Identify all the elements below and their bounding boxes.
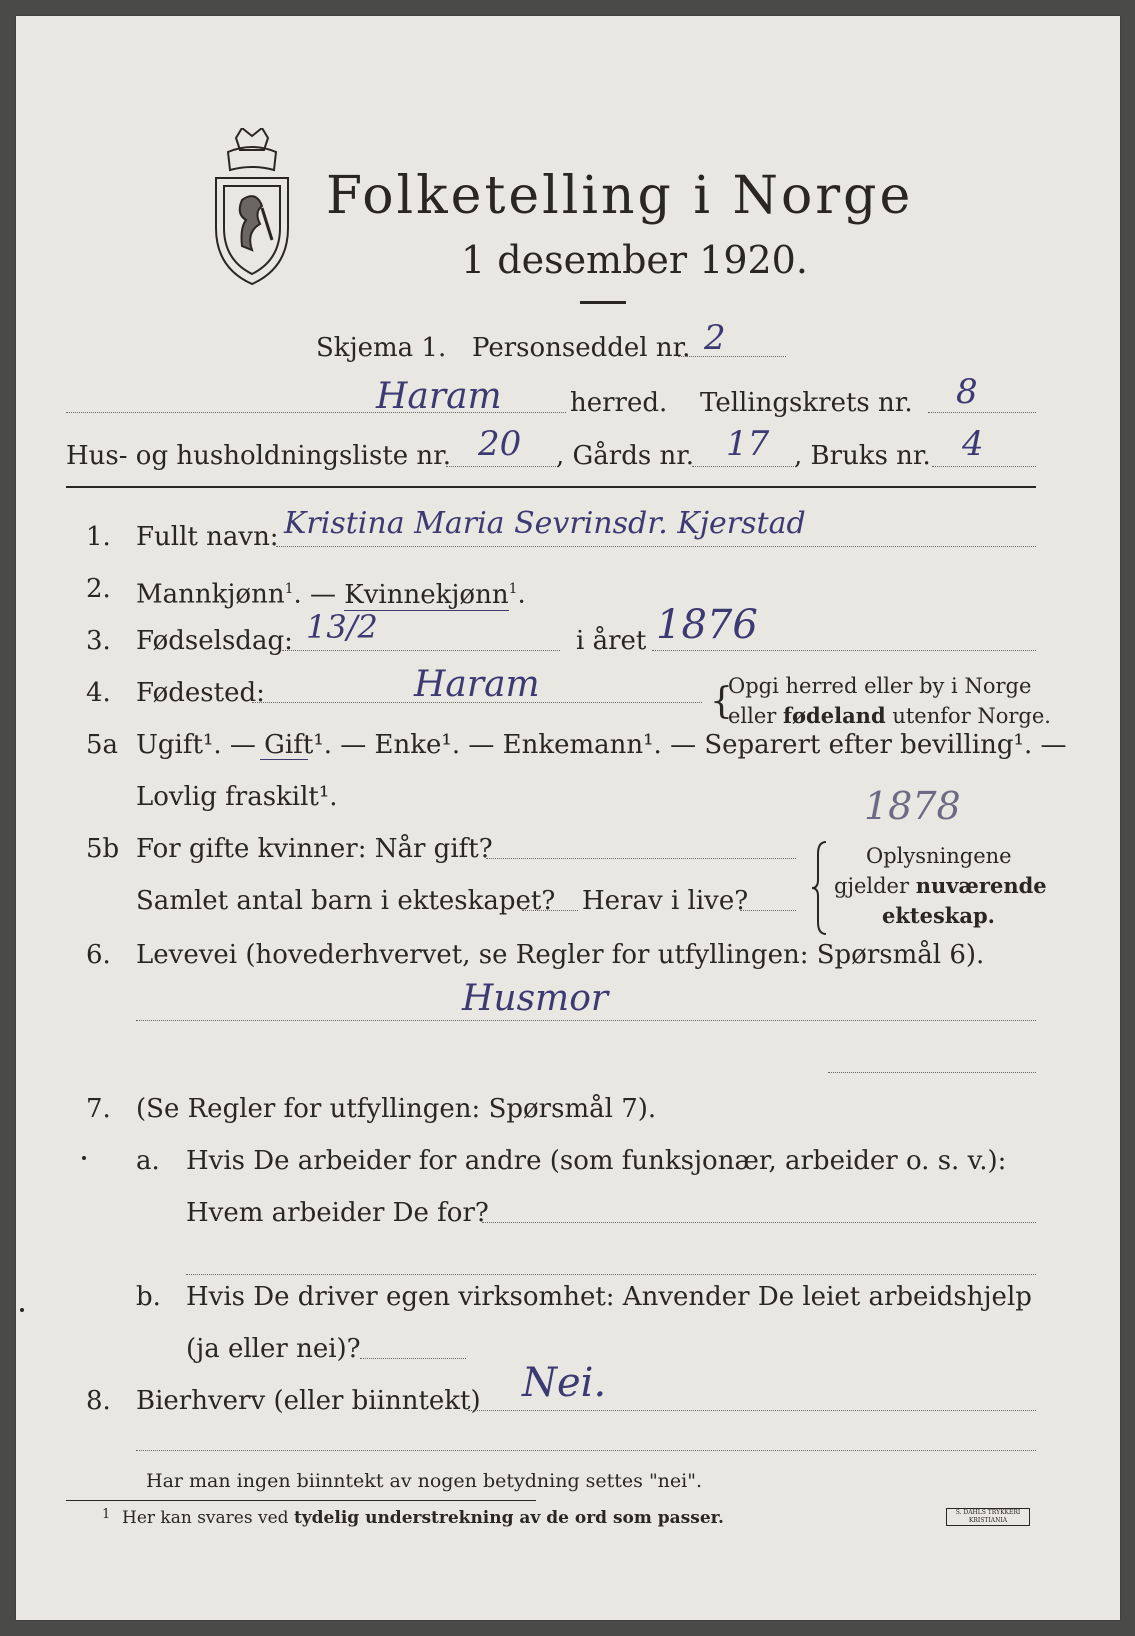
birth-year-value: 1876 — [656, 602, 758, 648]
employer-field[interactable] — [482, 1222, 1036, 1223]
footer-note: Har man ingen biinntekt av nogen betydning settes "nei". — [146, 1470, 703, 1492]
q8-number: 8. — [86, 1386, 111, 1416]
tellingskrets-label: Tellingskrets nr. — [700, 388, 913, 418]
q1-number: 1. — [86, 522, 111, 552]
male-option[interactable]: Mannkjønn — [136, 579, 285, 610]
bruks-field[interactable] — [932, 466, 1036, 467]
title-divider — [580, 301, 626, 304]
side-income-field-2[interactable] — [136, 1450, 1036, 1451]
gift-underline — [260, 759, 308, 760]
q3-label: Fødselsdag: — [136, 626, 293, 656]
birthplace-note-line2: eller fødeland utenfor Norge. — [728, 703, 1051, 728]
employer-field-2[interactable] — [186, 1274, 1036, 1275]
q5b-number: 5b — [86, 834, 120, 864]
q7a-line1: Hvis De arbeider for andre (som funksjonær, arbeider o. s. v.): — [186, 1146, 1007, 1176]
side-income-field[interactable] — [468, 1410, 1036, 1411]
q7b-letter: b. — [136, 1282, 161, 1312]
tellingskrets-value: 8 — [956, 372, 978, 412]
birth-year-field[interactable] — [652, 650, 1036, 651]
husliste-field[interactable] — [446, 466, 558, 467]
ink-dot — [20, 1308, 24, 1312]
children-field[interactable] — [522, 910, 578, 911]
q5b-alive-label: Herav i live? — [582, 886, 749, 916]
census-date: 1 desember 1920. — [461, 238, 808, 282]
q8-label: Bierhverv (eller biinntekt) — [136, 1386, 481, 1416]
gards-field[interactable] — [692, 466, 794, 467]
husliste-label: Hus- og husholdningsliste nr. — [66, 441, 452, 471]
q7a-line2: Hvem arbeider De for? — [186, 1198, 489, 1228]
bruks-label: , Bruks nr. — [794, 441, 931, 471]
occupation-value: Husmor — [462, 978, 609, 1019]
header-rule — [66, 486, 1036, 488]
alive-field[interactable] — [740, 910, 796, 911]
tellingskrets-field[interactable] — [928, 412, 1036, 413]
footnote-text: Her kan svares ved tydelig understrekning av de ord som passer. — [122, 1508, 724, 1528]
personseddel-label: Personseddel nr. — [472, 333, 691, 363]
hired-help-field[interactable] — [360, 1358, 466, 1359]
footnote-rule — [66, 1500, 536, 1501]
q1-label: Fullt navn: — [136, 522, 279, 552]
coat-of-arms-icon — [206, 128, 298, 288]
year-label: i året — [576, 626, 647, 656]
birthday-value: 13/2 — [306, 608, 378, 646]
herred-label: herred. — [570, 388, 668, 418]
gender-options: Mannkjønn$^1$. — Kvinnekjønn$^1$. — [136, 579, 526, 610]
bruks-value: 4 — [962, 424, 984, 464]
q5b-note-line3: ekteskap. — [882, 903, 995, 928]
census-form-sheet — [16, 16, 1120, 1620]
q5b-note-line1: Oplysningene — [866, 844, 1012, 868]
q7-label: (Se Regler for utfyllingen: Spørsmål 7). — [136, 1094, 657, 1124]
q5b-when-label: For gifte kvinner: Når gift? — [136, 834, 493, 864]
q5b-note-line2: gjelder nuværende — [834, 873, 1047, 898]
q4-brace: { — [710, 681, 733, 722]
husliste-value: 20 — [478, 424, 522, 464]
form-title: Folketelling i Norge — [326, 166, 914, 226]
occupation-field-2[interactable] — [828, 1072, 1036, 1073]
marital-status-options[interactable]: Ugift¹. — Gift¹. — Enke¹. — Enkemann¹. — Separert efter bevilling¹. — — [136, 730, 1067, 760]
q5a-number: 5a — [86, 730, 119, 760]
gards-value: 17 — [726, 424, 770, 464]
q4-number: 4. — [86, 678, 111, 708]
q7b-line2: (ja eller nei)? — [186, 1334, 361, 1364]
q7b-line1: Hvis De driver egen virksomhet: Anvender De leiet arbeidshjelp — [186, 1282, 1032, 1312]
q7a-letter: a. — [136, 1146, 160, 1176]
marriage-date-field[interactable] — [486, 858, 796, 859]
personseddel-field[interactable] — [678, 356, 786, 357]
full-name-value: Kristina Maria Sevrinsdr. Kjerstad — [284, 506, 806, 541]
printer-stamp: S. DAHLS TRYKKERI KRISTIANIA — [946, 1508, 1030, 1526]
schema-label: Skjema 1. — [316, 333, 447, 363]
full-name-field[interactable] — [276, 546, 1036, 547]
q2-number: 2. — [86, 574, 111, 604]
marriage-year-value: 1878 — [864, 784, 961, 828]
birthday-field[interactable] — [282, 650, 560, 651]
q3-number: 3. — [86, 626, 111, 656]
side-income-value: Nei. — [522, 1360, 607, 1406]
q6-number: 6. — [86, 940, 111, 970]
q7-number: 7. — [86, 1094, 111, 1124]
q5b-brace — [810, 840, 830, 936]
ink-dot — [82, 1156, 86, 1160]
q5b-children-label: Samlet antal barn i ekteskapet? — [136, 886, 556, 916]
q4-label: Fødested: — [136, 678, 265, 708]
gards-label: , Gårds nr. — [556, 441, 695, 471]
birthplace-note-line1: Opgi herred eller by i Norge — [728, 674, 1032, 698]
herred-value: Haram — [376, 376, 502, 417]
female-option[interactable]: Kvinnekjønn — [344, 579, 509, 610]
footnote-number: 1 — [102, 1507, 111, 1522]
birthplace-value: Haram — [414, 664, 540, 705]
occupation-field[interactable] — [136, 1020, 1036, 1021]
q6-label: Levevei (hovederhvervet, se Regler for utfyllingen: Spørsmål 6). — [136, 940, 985, 970]
personseddel-value: 2 — [704, 318, 726, 358]
divorced-option[interactable]: Lovlig fraskilt¹. — [136, 782, 338, 812]
